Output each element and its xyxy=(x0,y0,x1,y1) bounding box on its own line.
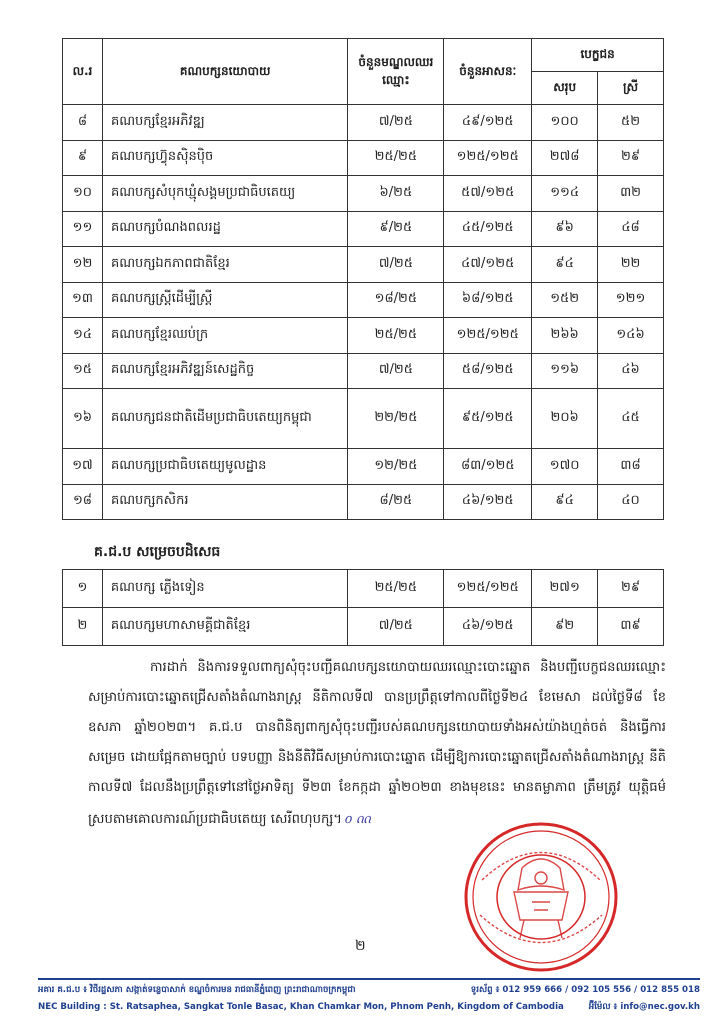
footer xyxy=(38,982,700,1016)
row-seats: ៤៧/១២៥ xyxy=(444,247,532,283)
header-seats: ចំនួនអាសនៈ xyxy=(444,39,532,105)
header-female: ស្រី xyxy=(598,72,664,105)
table-row xyxy=(63,105,664,141)
row-female: ២២ xyxy=(598,247,664,283)
table-row xyxy=(63,484,664,520)
table-row xyxy=(63,570,664,608)
row-total: ៩៤ xyxy=(532,484,598,520)
row-constituencies: ២៥/២៥ xyxy=(348,140,444,176)
row-total: ២០៦ xyxy=(532,389,598,449)
row-seats: ៥៧/១២៥ xyxy=(444,176,532,212)
row-seats: ៨៣/១២៥ xyxy=(444,449,532,485)
row-no: ១០ xyxy=(63,176,103,212)
rejected-heading: គ.ជ.ប សម្រេចបដិសេធ xyxy=(94,544,221,560)
row-female: ២៩ xyxy=(598,140,664,176)
row-party: គណបក្សខ្មែរអភិវឌ្ឍ xyxy=(102,105,348,141)
row-constituencies: ៧/២៥ xyxy=(348,608,444,646)
official-seal xyxy=(462,820,620,975)
row-no: ៨ xyxy=(63,105,103,141)
footer-email: អ៊ីម៉ែល ៖ info@nec.gov.kh xyxy=(588,1002,700,1012)
row-party: គណបក្សកសិករ xyxy=(102,484,348,520)
row-no: ៩ xyxy=(63,140,103,176)
body-paragraph xyxy=(88,653,666,835)
row-constituencies: ១២/២៥ xyxy=(348,449,444,485)
row-female: ៤៥ xyxy=(598,389,664,449)
row-female: ៤៨ xyxy=(598,211,664,247)
row-total: ១៧០ xyxy=(532,449,598,485)
row-party: គណបក្ស ភ្លើងទៀន xyxy=(102,570,347,608)
row-female: ៤៦ xyxy=(598,353,664,389)
header-constituencies: ចំនួនមណ្ឌលឈរឈ្មោះ xyxy=(348,39,444,105)
row-female: ៥២ xyxy=(598,105,664,141)
table-row xyxy=(63,389,664,449)
row-constituencies: ៧/២៥ xyxy=(348,353,444,389)
row-no: ១១ xyxy=(63,211,103,247)
row-seats: ១២៥/១២៥ xyxy=(444,318,532,354)
table-row xyxy=(63,608,664,646)
row-no: ១២ xyxy=(63,247,103,283)
row-party: គណបក្សជនជាតិដើមប្រជាធិបតេយ្យកម្ពុជា xyxy=(102,389,348,449)
row-constituencies: ១៨/២៥ xyxy=(348,282,444,318)
row-seats: ៤៦/១២៥ xyxy=(444,608,532,646)
row-female: ៤០ xyxy=(598,484,664,520)
party-registration-table xyxy=(62,38,664,520)
row-party: គណបក្សប្រជាធិបតេយ្យមូលដ្ឋាន xyxy=(102,449,348,485)
table-row xyxy=(63,140,664,176)
rejected-parties-table xyxy=(62,569,664,646)
row-constituencies: ២៥/២៥ xyxy=(348,318,444,354)
header-party: គណបក្សនយោបាយ xyxy=(102,39,348,105)
footer-address-en: NEC Building : St. Ratsaphea, Sangkat Tonle Basac, Khan Chamkar Mon, Phnom Penh, Kingdom of Cambodia xyxy=(38,1002,564,1012)
row-seats: ៤៦/១២៥ xyxy=(444,484,532,520)
row-seats: ១២៥/១២៥ xyxy=(444,570,532,608)
row-seats: ៤៩/១២៥ xyxy=(444,105,532,141)
table-row xyxy=(63,176,664,212)
paragraph-text: ការដាក់ និងការទទួលពាក្យសុំចុះបញ្ជីគណបក្សនយោបាយឈរឈ្មោះបោះឆ្នោត និងបញ្ជីបេក្ខជនឈរឈ្មោះ សម្រាប់ការបោះឆ្នោតជ្រើសតាំងតំណាងរាស្ត្រ នីតិកាលទី៧ បានប្រព្រឹត្តទៅកាលពីថ្ងៃទី២៤ ខែមេសា ដល់ថ្ងៃទី៨ ខែឧសភា ឆ្នាំ២០២៣។ គ.ជ.ប បានពិនិត្យពាក្យសុំចុះបញ្ជីរបស់គណបក្សនយោបាយទាំងអស់យ៉ាងហ្មត់ចត់ និងធ្វើការសម្រេច ដោយផ្អែកតាមច្បាប់ បទបញ្ញា និងនីតិវិធីសម្រាប់ការបោះឆ្នោត ដើម្បីឱ្យការបោះឆ្នោតជ្រើសតាំងតំណាងរាស្ត្រ នីតិកាលទី៧ ដែលនឹងប្រព្រឹត្តទៅនៅថ្ងៃអាទិត្យ ទី២៣ ខែកក្កដា ឆ្នាំ២០២៣ ខាងមុខនេះ មានតម្លាភាព ត្រឹមត្រូវ យុត្តិធម៌ ស្របតាមគោលការណ៍ប្រជាធិបតេយ្យ សេរីពហុបក្ស។ xyxy=(88,660,666,827)
footer-address-kh: អគារ គ.ជ.ប ៖ វិថីរដ្ឋសភា សង្កាត់ទន្លេបាសាក់ ខណ្ឌចំការមន រាជធានីភ្នំពេញ ព្រះរាជាណាចក្រកម្ពុជា xyxy=(38,985,356,995)
footer-divider xyxy=(38,978,700,980)
row-party: គណបក្សសំបុកឃ្មុំសង្គមប្រជាធិបតេយ្យ xyxy=(102,176,348,212)
handwritten-initials: ᦞ ᦶ xyxy=(343,809,371,827)
row-party: គណបក្សមហាសាមគ្គីជាតិខ្មែរ xyxy=(102,608,347,646)
header-no: ល.រ xyxy=(63,39,103,105)
row-no: ១៣ xyxy=(63,282,103,318)
table-row xyxy=(63,449,664,485)
footer-phone: ទូរស័ព្ទ ៖ 012 959 666 / 092 105 556 / 012 855 018 xyxy=(470,985,700,995)
row-constituencies: ៨/២៥ xyxy=(348,484,444,520)
row-seats: ៤៥/១២៥ xyxy=(444,211,532,247)
row-constituencies: ២៥/២៥ xyxy=(348,570,444,608)
row-party: គណបក្សស្ត្រីដើម្បីស្ត្រី xyxy=(102,282,348,318)
row-total: ១១៤ xyxy=(532,176,598,212)
row-party: គណបក្សឯកភាពជាតិខ្មែរ xyxy=(102,247,348,283)
row-total: ១១៦ xyxy=(532,353,598,389)
row-female: ៣៩ xyxy=(598,608,664,646)
row-constituencies: ៧/២៥ xyxy=(348,247,444,283)
row-total: ១០០ xyxy=(532,105,598,141)
row-seats: ៩៥/១២៥ xyxy=(444,389,532,449)
row-total: ១៥២ xyxy=(532,282,598,318)
row-total: ៩៦ xyxy=(532,211,598,247)
row-party: គណបក្សខ្មែរឈប់ក្រ xyxy=(102,318,348,354)
row-female: ៣៨ xyxy=(598,449,664,485)
row-no: ១៤ xyxy=(63,318,103,354)
page-number: ២ xyxy=(355,938,366,954)
row-total: ២៧១ xyxy=(532,570,598,608)
row-party: គណបក្សហ៊្វុនស៊ិនប៉ិច xyxy=(102,140,348,176)
row-no: ១៨ xyxy=(63,484,103,520)
row-seats: ១២៥/១២៥ xyxy=(444,140,532,176)
row-female: ១២១ xyxy=(598,282,664,318)
row-female: ១៤៦ xyxy=(598,318,664,354)
header-total: សរុប xyxy=(532,72,598,105)
row-constituencies: ២២/២៥ xyxy=(348,389,444,449)
row-no: ១៥ xyxy=(63,353,103,389)
row-party: គណបក្សបំណងពលរដ្ឋ xyxy=(102,211,348,247)
row-total: ២៧៨ xyxy=(532,140,598,176)
row-seats: ៥៨/១២៥ xyxy=(444,353,532,389)
row-constituencies: ៦/២៥ xyxy=(348,176,444,212)
table-row xyxy=(63,211,664,247)
row-no: ១៧ xyxy=(63,449,103,485)
row-female: ២៩ xyxy=(598,570,664,608)
row-no: ១៦ xyxy=(63,389,103,449)
row-party: គណបក្សខ្មែរអភិវឌ្ឍន៍សេដ្ឋកិច្ច xyxy=(102,353,348,389)
table-row xyxy=(63,353,664,389)
table-row xyxy=(63,282,664,318)
row-constituencies: ៩/២៥ xyxy=(348,211,444,247)
row-female: ៣២ xyxy=(598,176,664,212)
row-no: ១ xyxy=(63,570,103,608)
table-row xyxy=(63,247,664,283)
table-row xyxy=(63,318,664,354)
row-seats: ៦៨/១២៥ xyxy=(444,282,532,318)
header-candidates: បេក្ខជន xyxy=(532,39,664,72)
row-total: ៩៤ xyxy=(532,247,598,283)
row-total: ២៦៦ xyxy=(532,318,598,354)
row-total: ៩២ xyxy=(532,608,598,646)
row-constituencies: ៧/២៥ xyxy=(348,105,444,141)
row-no: ២ xyxy=(63,608,103,646)
